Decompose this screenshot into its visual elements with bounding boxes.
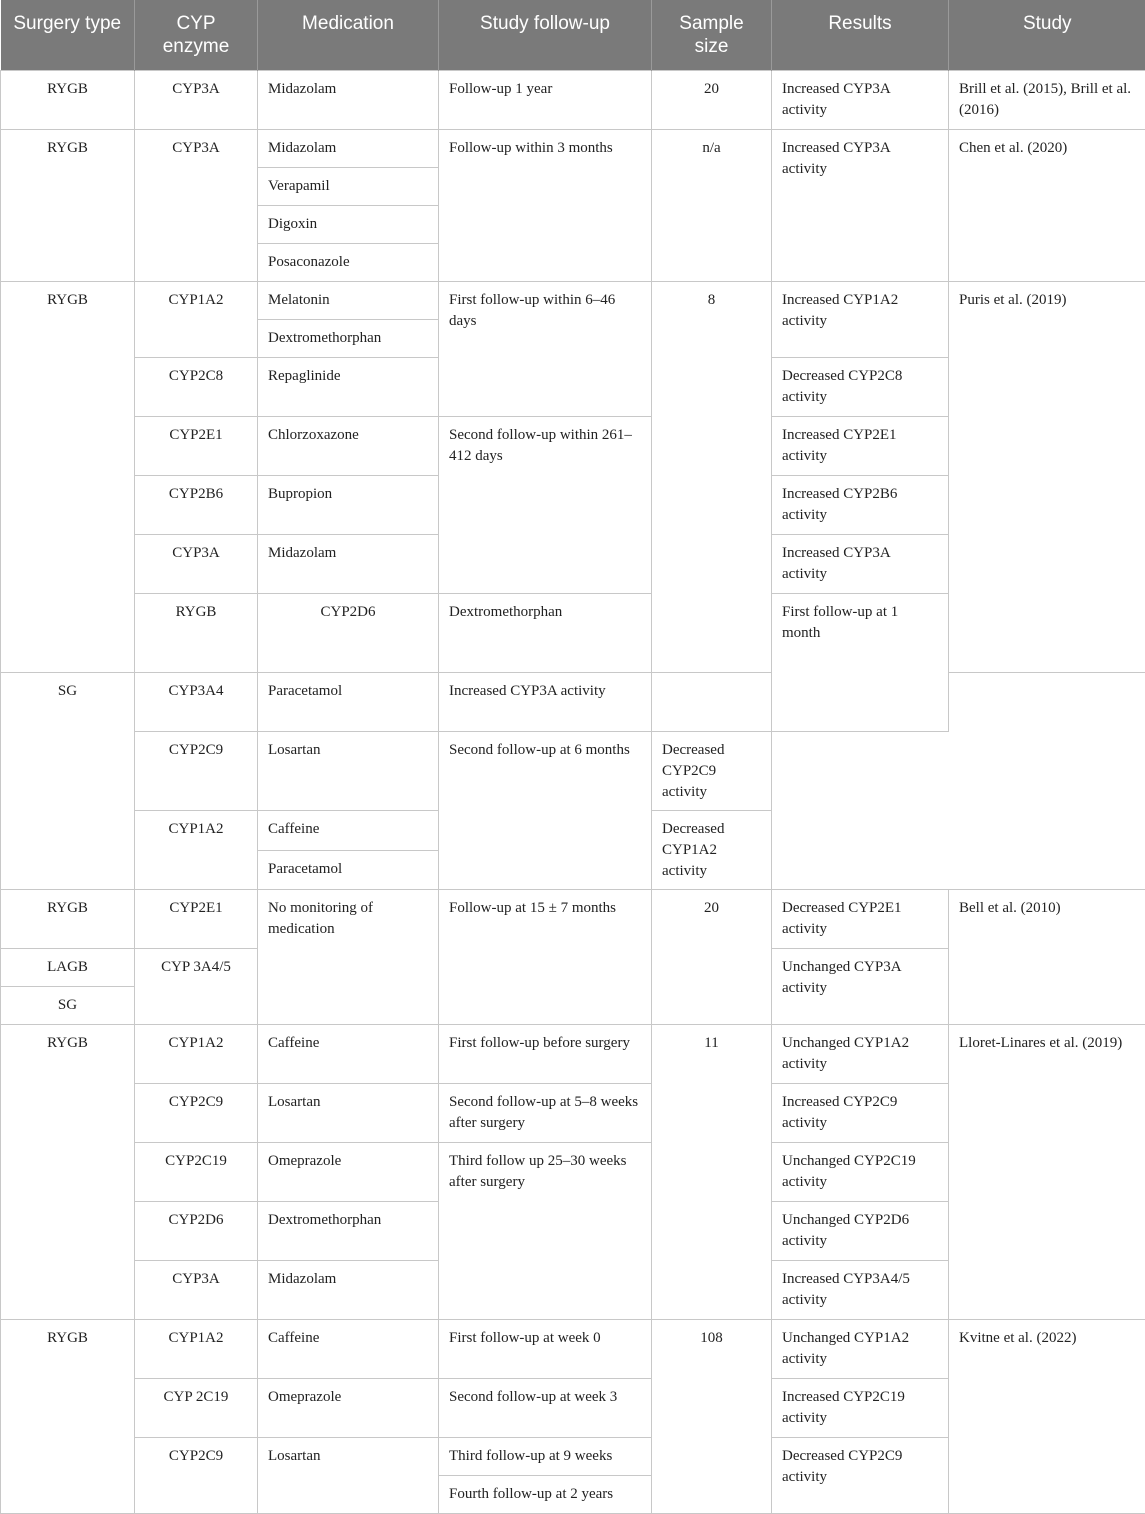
sample-size-cell: 8 <box>652 282 772 673</box>
table-row <box>1 282 1145 320</box>
result-cell: Increased CYP1A2 activity <box>772 282 949 358</box>
follow-up-cell: Third follow-up at 9 weeks <box>439 1438 652 1476</box>
sample-size-cell: 20 <box>652 890 772 1025</box>
follow-up-cell: First follow-up at 1 month <box>772 594 949 732</box>
cyp-enzyme-cell: CYP2C19 <box>135 1143 258 1202</box>
medication-cell: Paracetamol <box>258 673 439 732</box>
table-row <box>1 732 1145 811</box>
follow-up-cell: First follow-up at week 0 <box>439 1320 652 1379</box>
result-cell: Increased CYP3A4/5 activity <box>772 1261 949 1320</box>
medication-cell: Digoxin <box>258 206 439 244</box>
surgery-type-cell: RYGB <box>135 594 258 673</box>
header-sample-size: Sample size <box>652 0 772 71</box>
cyp-enzyme-cell: CYP2C9 <box>135 1438 258 1514</box>
medication-cell: Paracetamol <box>258 850 439 890</box>
result-cell: Decreased CYP1A2 activity <box>652 811 772 890</box>
cyp-enzyme-cell: CYP3A4 <box>135 673 258 732</box>
cyp-enzyme-cell: CYP3A <box>135 71 258 130</box>
result-cell: Unchanged CYP2C19 activity <box>772 1143 949 1202</box>
follow-up-cell: Second follow-up within 261–412 days <box>439 417 652 594</box>
table-row <box>1 1320 1145 1379</box>
medication-cell: Repaglinide <box>258 358 439 417</box>
result-cell: Increased CYP2E1 activity <box>772 417 949 476</box>
follow-up-cell: Second follow-up at 6 months <box>439 732 652 890</box>
follow-up-cell: Fourth follow-up at 2 years <box>439 1476 652 1514</box>
medication-cell: Melatonin <box>258 282 439 320</box>
result-cell: Increased CYP2C19 activity <box>772 1379 949 1438</box>
follow-up-cell: Follow-up at 15 ± 7 months <box>439 890 652 1025</box>
cyp-enzyme-cell: CYP3A <box>135 130 258 282</box>
cyp-enzyme-cell: CYP 3A4/5 <box>135 949 258 1025</box>
cyp-enzyme-cell: CYP2B6 <box>135 476 258 535</box>
medication-cell: Chlorzoxazone <box>258 417 439 476</box>
result-cell: Increased CYP3A activity <box>772 130 949 282</box>
result-cell: Increased CYP2C9 activity <box>772 1084 949 1143</box>
study-cell: Kvitne et al. (2022) <box>949 1320 1145 1514</box>
surgery-type-cell: LAGB <box>1 949 135 987</box>
table-row <box>1 130 1145 168</box>
cyp-enzyme-cell: CYP2E1 <box>135 417 258 476</box>
table-row <box>1 71 1145 130</box>
cyp-enzyme-cell: CYP3A <box>135 1261 258 1320</box>
follow-up-cell: First follow-up before surgery <box>439 1025 652 1084</box>
medication-cell: Caffeine <box>258 1320 439 1379</box>
result-cell: Decreased CYP2C9 activity <box>652 732 772 811</box>
cyp-enzyme-cell: CYP2E1 <box>135 890 258 949</box>
cyp-enzyme-cell: CYP3A <box>135 535 258 594</box>
medication-cell: Losartan <box>258 732 439 811</box>
result-cell: Unchanged CYP2D6 activity <box>772 1202 949 1261</box>
header-medication: Medication <box>258 0 439 71</box>
cyp-enzyme-cell: CYP 2C19 <box>135 1379 258 1438</box>
header-results: Results <box>772 0 949 71</box>
surgery-type-cell: RYGB <box>1 282 135 673</box>
medication-cell: Omeprazole <box>258 1143 439 1202</box>
study-cell: Lloret-Linares et al. (2019) <box>949 1025 1145 1320</box>
header-study-follow-up: Study follow-up <box>439 0 652 71</box>
medication-cell: Losartan <box>258 1438 439 1514</box>
result-cell: Increased CYP3A activity <box>772 71 949 130</box>
result-cell: Increased CYP2B6 activity <box>772 476 949 535</box>
cyp-enzyme-cell: CYP2C8 <box>135 358 258 417</box>
result-cell: Increased CYP3A activity <box>772 535 949 594</box>
table-row <box>1 1025 1145 1084</box>
study-cell: Bell et al. (2010) <box>949 890 1145 1025</box>
header-cyp-enzyme: CYP enzyme <box>135 0 258 71</box>
result-cell: Decreased CYP2C8 activity <box>772 358 949 417</box>
medication-cell: Caffeine <box>258 811 439 851</box>
study-cell: Chen et al. (2020) <box>949 130 1145 282</box>
medication-cell: Bupropion <box>258 476 439 535</box>
cyp-enzyme-cell: CYP1A2 <box>135 811 258 890</box>
surgery-type-cell: SG <box>1 673 135 890</box>
cyp-enzyme-cell: CYP2C9 <box>135 732 258 811</box>
result-cell: Unchanged CYP1A2 activity <box>772 1025 949 1084</box>
table-row <box>1 673 1145 732</box>
follow-up-cell: Follow-up within 3 months <box>439 130 652 282</box>
surgery-type-cell: RYGB <box>1 1025 135 1320</box>
cyp-enzyme-cell: CYP1A2 <box>135 282 258 358</box>
header-row <box>1 0 1145 71</box>
sample-size-cell: 108 <box>652 1320 772 1514</box>
header-study: Study <box>949 0 1145 71</box>
medication-cell: Losartan <box>258 1084 439 1143</box>
medication-cell: Dextromethorphan <box>258 1202 439 1261</box>
surgery-type-cell: RYGB <box>1 1320 135 1514</box>
result-cell: Decreased CYP2C9 activity <box>772 1438 949 1514</box>
cyp-enzyme-cell: CYP2D6 <box>135 1202 258 1261</box>
cyp-enzyme-cell: CYP1A2 <box>135 1320 258 1379</box>
follow-up-cell: Second follow-up at week 3 <box>439 1379 652 1438</box>
medication-cell: Midazolam <box>258 535 439 594</box>
medication-cell: Midazolam <box>258 1261 439 1320</box>
result-cell: Unchanged CYP1A2 activity <box>772 1320 949 1379</box>
result-cell: Decreased CYP2E1 activity <box>772 890 949 949</box>
cyp-enzyme-cell: CYP2D6 <box>258 594 439 673</box>
surgery-type-cell: RYGB <box>1 130 135 282</box>
sample-size-cell: 11 <box>652 1025 772 1320</box>
follow-up-cell: Follow-up 1 year <box>439 71 652 130</box>
medication-cell: No monitoring of medication <box>258 890 439 1025</box>
medication-cell: Midazolam <box>258 130 439 168</box>
result-cell: Increased CYP3A activity <box>439 673 652 732</box>
table-row <box>1 890 1145 949</box>
sample-size-cell: n/a <box>652 130 772 282</box>
sample-size-cell: 20 <box>652 71 772 130</box>
study-cell: Brill et al. (2015), Brill et al. (2016) <box>949 71 1145 130</box>
medication-cell: Posaconazole <box>258 244 439 282</box>
study-cell: Puris et al. (2019) <box>949 282 1145 673</box>
medication-cell: Dextromethorphan <box>258 320 439 358</box>
surgery-type-cell: RYGB <box>1 890 135 949</box>
medication-cell: Verapamil <box>258 168 439 206</box>
surgery-type-cell: RYGB <box>1 71 135 130</box>
medication-cell: Dextromethorphan <box>439 594 652 673</box>
medication-cell: Caffeine <box>258 1025 439 1084</box>
medication-cell: Midazolam <box>258 71 439 130</box>
header-surgery-type: Surgery type <box>1 0 135 71</box>
medication-cell: Omeprazole <box>258 1379 439 1438</box>
cyp-enzyme-cell: CYP1A2 <box>135 1025 258 1084</box>
follow-up-cell: First follow-up within 6–46 days <box>439 282 652 417</box>
cyp-enzyme-cell: CYP2C9 <box>135 1084 258 1143</box>
result-cell: Unchanged CYP3A activity <box>772 949 949 1025</box>
follow-up-cell: Third follow up 25–30 weeks after surgery <box>439 1143 652 1320</box>
surgery-type-cell: SG <box>1 987 135 1025</box>
follow-up-cell: Second follow-up at 5–8 weeks after surgery <box>439 1084 652 1143</box>
